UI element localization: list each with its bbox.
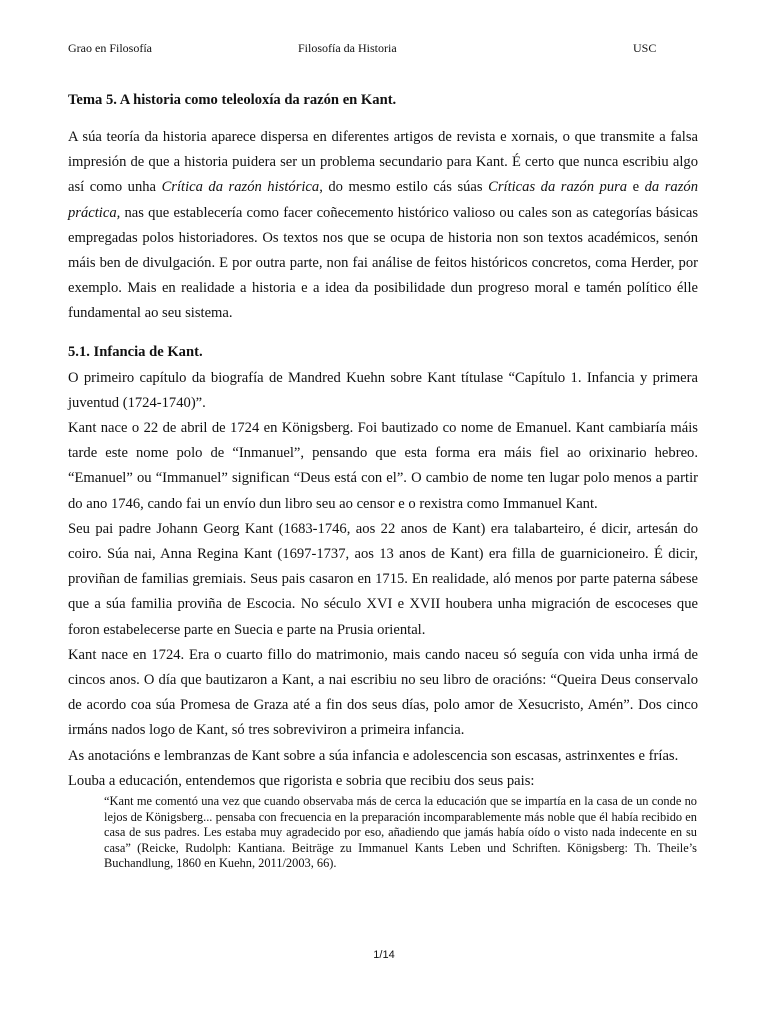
document-title: Tema 5. A historia como teleoloxía da razón en Kant. xyxy=(68,92,397,108)
section-title: 5.1. Infancia de Kant. xyxy=(68,343,203,360)
intro-text-1: A súa teoría da historia aparece dispersa en diferentes artigos de revista e xornais, o que transmite a falsa impresión de que a historia puidera ser un problema secundario para Kant. É certo que nunca escribiu algo así como unha xyxy=(68,129,698,196)
document-body xyxy=(68,89,698,872)
intro-paragraph xyxy=(68,125,698,327)
paragraph: Louba a educación, entendemos que rigorista e sobria que recibiu dos seus pais: xyxy=(68,772,535,789)
intro-italic-2: Críticas da razón pura xyxy=(488,179,628,196)
header-right: USC xyxy=(633,41,657,55)
paragraph: Kant nace en 1724. Era o cuarto fillo do matrimonio, mais cando naceu só seguía con vida unha irmá de cincos anos. O día que bautizaron a Kant, a nai escribiu no seu libro de oracións: “Queira Deus conservalo de acordo coa súa Promesa de Graza até a fin dos seus días, polo amor de Xesucristo, Amén”. Dos cinco irmáns nados logo de Kant, só tres sobreviviron a primeira infancia. xyxy=(68,646,698,739)
intro-text-2: , do mesmo estilo cás súas xyxy=(319,179,489,196)
intro-text-4: nas que establecería como facer coñecemento histórico valioso ou cales son as categorías básicas empregadas polos historiadores. Os textos nos que se ocupa de historia non son textos académicos, senón máis ben de divulgación. E por outra parte, non fai análise de feitos históricos concretos, coma Herder, por exemplo. Mais en realidade a historia e a idea da posibilidade dun progreso moral e tamén político élle fundamental ao seu sistema. xyxy=(68,204,698,322)
header-left: Grao en Filosofía xyxy=(68,41,152,55)
intro-italic-3: da razón práctica, xyxy=(68,179,698,221)
intro-text-3: e xyxy=(627,179,645,196)
block-quote: “Kant me comentó una vez que cuando observaba más de cerca la educación que se impartía en la casa de un conde no lejos de Königsberg... pensaba con frecuencia en la preparación incomparablemente más noble que él había recibido en casa de sus padres. Les estaba muy agradecido por eso, añadiendo que jamás había oído o visto nada indecente en su casa” (Reicke, Rudolph: Kantiana. Beiträge zu Immanuel Kants Leben und Schriften. Königsberg: Th. Theile’s Buchandlung, 1860 en Kuehn, 2011/2003, 66). xyxy=(104,794,697,871)
intro-italic-1: Crítica da razón histórica xyxy=(161,179,320,196)
header-center: Filosofía da Historia xyxy=(298,41,397,55)
page-number: 1/14 xyxy=(373,949,395,961)
paragraph: Seu pai padre Johann Georg Kant (1683-1746, aos 22 anos de Kant) era talabarteiro, é dicir, artesán do coiro. Súa nai, Anna Regina Kant (1697-1737, aos 13 anos de Kant) era filla de guarnicioneiro. É dicir, proviñan de familias gremiais. Seus pais casaron en 1715. En realidade, aló menos por parte paterna sábese que a súa familia proviña de Escocia. No século XVI e XVII houbera unha migración de escoceses que foron estabelecerse parte en Suecia e parte na Prusia oriental. xyxy=(68,520,698,638)
page-header xyxy=(68,41,696,61)
paragraph: Kant nace o 22 de abril de 1724 en Königsberg. Foi bautizado co nome de Emanuel. Kant cambiaría máis tarde este nome polo de “Inmanuel”, pensando que esta forma era máis fiel ao orixinario hebreo. “Emanuel” ou “Immanuel” significan “Deus está con el”. O cambio de nome ten lugar polo menos a partir do ano 1746, cando fai un envío dun libro seu ao censor e o rexistra como Immanuel Kant. xyxy=(68,420,698,512)
paragraph: O primeiro capítulo da biografía de Mandred Kuehn sobre Kant títulase “Capítulo 1. Infancia y primera juventud (1724-1740)”. xyxy=(68,369,698,411)
paragraph: As anotacións e lembranzas de Kant sobre a súa infancia e adolescencia son escasas, astrinxentes e frías. xyxy=(68,747,679,764)
